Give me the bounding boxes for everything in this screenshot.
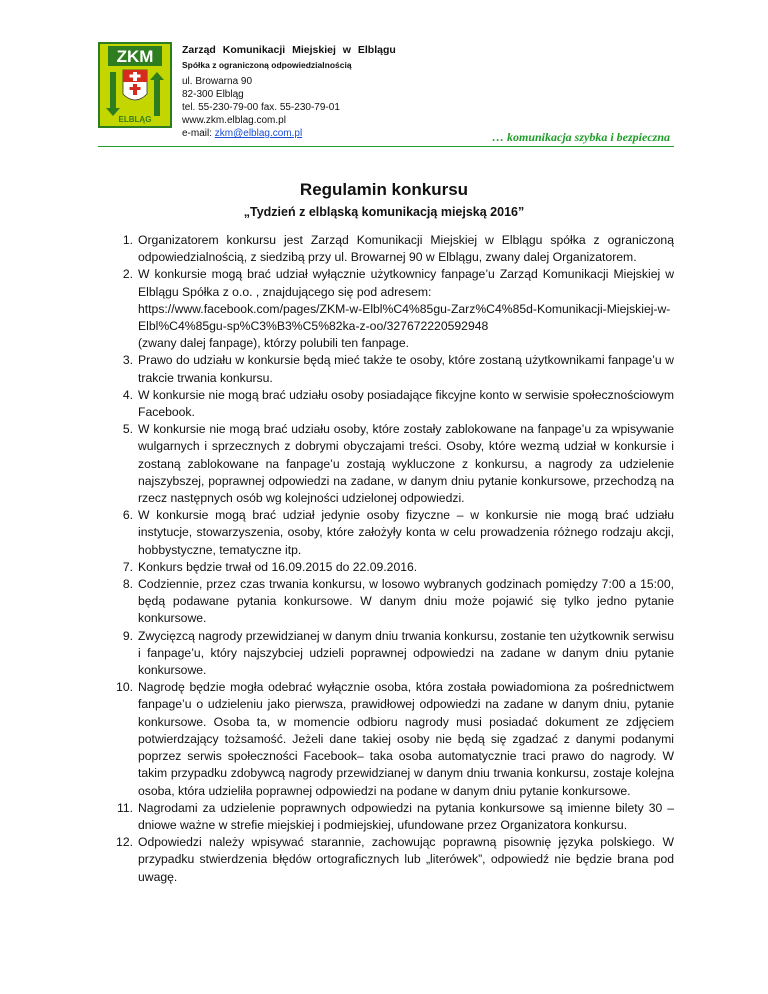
rule-text: Prawo do udziału w konkursie będą mieć także te osoby, które zostaną użytkownikami fanpage’u w trakcie trwania konkursu. (138, 353, 674, 385)
rule-number: 6. (122, 508, 133, 523)
rule-number: 1. (122, 233, 133, 247)
rule-number: 5. (122, 422, 133, 437)
logo-city: ELBLĄG (118, 115, 152, 124)
rule-number: 4. (122, 387, 133, 402)
company-subname: Spółka z ograniczoną odpowiedzialnością (182, 60, 352, 70)
zkm-logo (98, 42, 172, 128)
company-name: Zarząd Komunikacji Miejskiej w Elblągu (182, 44, 396, 56)
rule-text-part: W konkursie mogą brać udział wyłącznie użytkownicy fanpage’u Zarząd Komunikacji Miejskiej w Elblągu Spółka z o.o. , znajdującego się pod adresem: (138, 267, 674, 299)
rule-item (98, 576, 674, 628)
coat-of-arms-icon (123, 70, 147, 100)
logo-text: ZKM (116, 47, 154, 66)
slogan: … komunikacja szybka i bezpieczna (491, 130, 670, 144)
rule-number: 8. (122, 577, 133, 592)
rule-text: Konkurs będzie trwał od 16.09.2015 do 22.09.2016. (138, 559, 418, 574)
rule-text: Nagrodę będzie mogła odebrać wyłącznie osoba, która została powiadomiona za pośrednictwem fanpage’u o udzieleniu jako pierwsza, prawidłowej odpowiedzi na zadane w danym dniu, pytanie konkursowe. Osoba ta, w momencie odbioru nagrody musi posiadać dokument ze zdjęciem potwierdzający tożsamość. Jeżeli dane takiej osoby nie będą się zgadzać z danymi podanymi poprzez serwis społeczności Facebook– taka osoba automatycznie traci prawo do nagrody. W takim przypadku zdobywcą nagrody przewidzianej w danym dniu trwania konkursu, zostaje kolejna osoba, która udzieliła poprawnej odpowiedzi na podane w danym dniu pytanie konkursowe. (138, 680, 674, 798)
document-title: Regulamin konkursu (299, 180, 469, 199)
rule-number: 11. (116, 800, 133, 815)
header-divider (98, 146, 674, 147)
rule-text: W konkursie mogą brać udział jedynie osoby fizyczne – w konkursie nie mogą brać udziału instytucje, stowarzyszenia, osoby, które założyły konta w celu prowadzenia różnego rodzaju akcji, hobbystyczne, tematyczne itp. (138, 508, 674, 557)
rule-text: W konkursie nie mogą brać udziału osoby posiadające fikcyjne konto w serwisie społecznościowym Facebook. (138, 387, 674, 420)
rule-number: 7. (122, 559, 133, 574)
email-link[interactable]: zkm@elblag.com.pl (214, 128, 303, 139)
rule-item (98, 352, 674, 386)
rule-text: Odpowiedzi należy wpisywać starannie, zachowując poprawną pisownię języka polskiego. W przypadku stwierdzenia błędów ortograficznych lub „literówek”, odpowiedź nie będzie brana pod uwagę. (138, 835, 674, 884)
rule-item (98, 421, 674, 507)
rule-item (98, 507, 674, 559)
rule-item (98, 800, 674, 834)
rule-item (98, 679, 674, 799)
rule-item (98, 266, 674, 352)
rule-number: 12. (116, 835, 133, 850)
fanpage-url[interactable]: https://www.facebook.com/pages/ZKM-w-Elbl%C4%85gu-Zarz%C4%85d-Komunikacji-Miejskiej-w-Elbl%C4%85gu-sp%C3%B3%C5%82ka-z-oo/327672220592948 (138, 301, 671, 334)
rule-text-part: (zwany dalej fanpage), którzy polubili ten fanpage. (138, 336, 409, 351)
rule-item (98, 628, 674, 680)
rule-item (98, 834, 674, 886)
rules-list (98, 232, 674, 886)
rule-text: Zwycięzcą nagrody przewidzianej w danym dniu trwania konkursu, zostanie ten użytkownik serwisu i fanpage’u, który najszybciej udzieli poprawnej odpowiedzi na zadane w danym dniu pytanie konkursowe. (138, 628, 674, 678)
phone-line: tel. 55-230-79-00 fax. 55-230-79-01 (182, 102, 340, 113)
rule-text: Nagrodami za udzielenie poprawnych odpowiedzi na pytania konkursowe są imienne bilety 30 – dniowe ważne w strefie miejskiej i podmiejskiej, ufundowane przez Organizatora konkursu. (138, 800, 674, 832)
company-info (182, 44, 582, 140)
rule-text: Organizatorem konkursu jest Zarząd Komunikacji Miejskiej w Elblągu spółka z ograniczoną odpowiedzialnością, z siedzibą przy ul. Browarnej 90 w Elblągu, zwany dalej Organizatorem. (138, 233, 674, 265)
website-line: www.zkm.elblag.com.pl (182, 115, 286, 126)
rule-number: 3. (122, 353, 133, 368)
rule-text: W konkursie nie mogą brać udziału osoby, które zostały zablokowane na fanpage’u za wpisywanie wulgarnych i sprzecznych z dobrymi obyczajami treści. Osoby, które wezmą udział w konkursie i zostaną zablokowane na fanpage’u zostają wykluczone z konkursu, a nagrody za udzielenie najszybszej, poprawnej odpowiedzi na zadane, w danym dniu pytanie konkursowe, przechodzą na rzecz następnych osób wg kolejności udzielonej odpowiedzi. (138, 422, 674, 506)
rule-text: Codziennie, przez czas trwania konkursu, w losowo wybranych godzinach pomiędzy 7:00 a 15:00, będą podawane pytania konkursowe. W danym dniu może pojawić się tylko jedno pytanie konkursowe. (138, 577, 674, 626)
address-line: ul. Browarna 90 (182, 76, 253, 87)
rule-number: 2. (122, 267, 133, 282)
email-label: e-mail: (182, 128, 215, 139)
document-subtitle: „Tydzień z elbląską komunikacją miejską 2016” (243, 205, 525, 219)
rule-item (98, 559, 674, 576)
rule-text (138, 266, 674, 352)
rule-item (98, 387, 674, 421)
rule-number: 10. (116, 680, 133, 695)
address-line: 82-300 Elbląg (182, 89, 244, 100)
rule-item (98, 232, 674, 266)
rule-number: 9. (122, 628, 133, 643)
